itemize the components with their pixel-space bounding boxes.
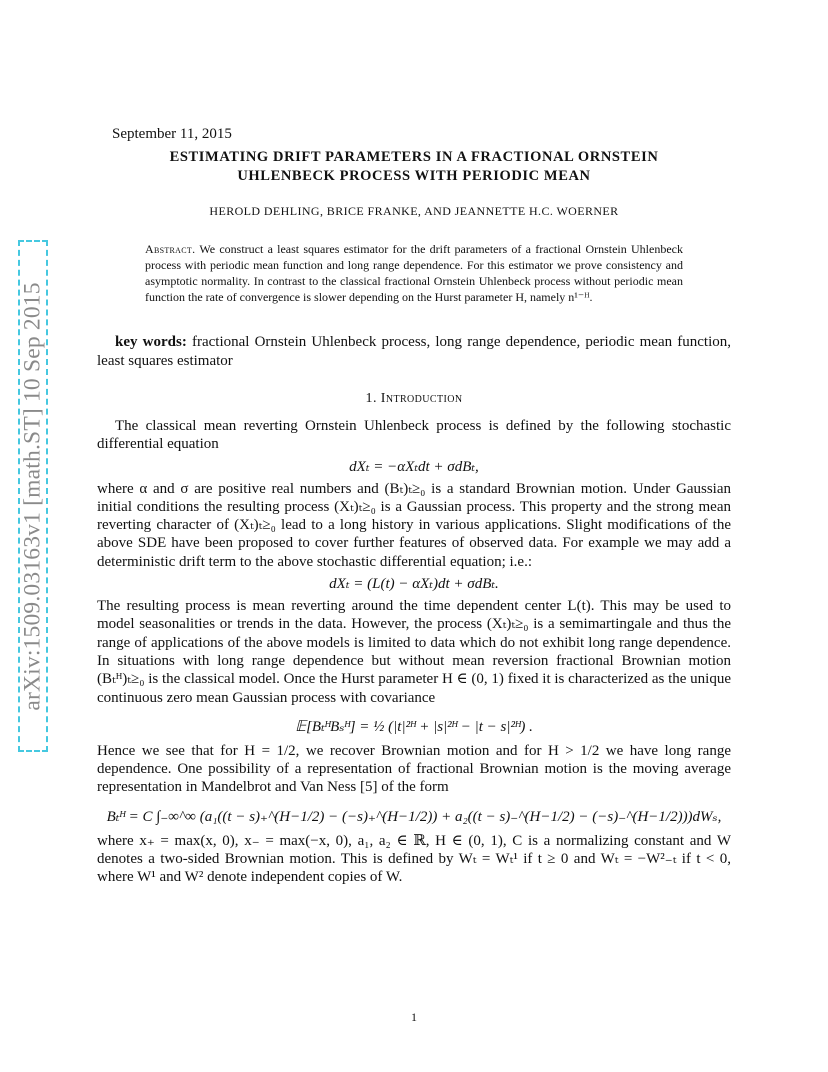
section-number: 1.	[365, 391, 377, 406]
abstract	[145, 241, 683, 305]
paragraph-1: The classical mean reverting Ornstein Uhlenbeck process is defined by the following stochastic differential equation	[97, 418, 731, 453]
keywords-label: key words:	[115, 334, 187, 350]
keywords-text: fractional Ornstein Uhlenbeck process, long range dependence, periodic mean function, least squares estimator	[97, 334, 732, 369]
paper-date: September 11, 2015	[112, 126, 232, 142]
equation-4: Bₜᴴ = C ∫₋∞^∞ (a₁((t − s)₊^(H−1/2) − (−s)₊^(H−1/2)) + a₂((t − s)₋^(H−1/2) − (−s)₋^(H−1/2)))dWₛ,	[106, 808, 722, 825]
section-title: Introduction	[380, 391, 463, 406]
equation-3: 𝔼[BₜᴴBₛᴴ] = ½ (|t|²ᴴ + |s|²ᴴ − |t − s|²ᴴ) .	[295, 718, 533, 735]
page-number: 1	[411, 1010, 417, 1024]
paragraph-5: where x₊ = max(x, 0), x₋ = max(−x, 0), a₁, a₂ ∈ ℝ, H ∈ (0, 1), C is a normalizing constant and W denotes a two-sided Brownian motion. This is defined by Wₜ = Wₜ¹ if t ≥ 0 and Wₜ = −W²₋ₜ if t < 0, where W¹ and W² denote independent copies of W.	[97, 832, 731, 886]
equation-1: dXₜ = −αXₜdt + σdBₜ,	[349, 458, 479, 475]
paper-page	[97, 126, 731, 887]
paragraph-3: The resulting process is mean reverting around the time dependent center L(t). This may be used to model seasonalities or trends in the data. However, the process (Xₜ)ₜ≥₀ is a semimartingale and thus the range of applications of the above models is limited to data which do not exhibit long range dependence. In situations with long range dependence but without mean reversion fractional Brownian motion (Bₜᴴ)ₜ≥₀ is the classical model. Once the Hurst parameter H ∈ (0, 1) fixed it is characterized as the unique continuous zero mean Gaussian process with covariance	[97, 598, 731, 706]
abstract-heading: Abstract.	[145, 242, 196, 256]
abstract-text: We construct a least squares estimator for the drift parameters of a fractional Ornstein Uhlenbeck process with periodic mean function and long range dependence. For this estimator we prove consistency and asymptotic normality. In contrast to the classical fractional Ornstein Uhlenbeck process without periodic mean function the rate of convergence is slower depending on the Hurst parameter H, namely n¹⁻ᴴ.	[145, 242, 683, 304]
paragraph-2: where α and σ are positive real numbers and (Bₜ)ₜ≥₀ is a standard Brownian motion. Under Gaussian initial conditions the resulting process (Xₜ)ₜ≥₀ is a Gaussian process. This property and the strong mean reverting character of (Xₜ)ₜ≥₀ lead to a long history in various applications. Slight modifications of the above SDE have been proposed to cover further features of observed data. For example we may add a deterministic drift term to the above stochastic differential equation; i.e.:	[97, 480, 731, 570]
arxiv-id: arXiv:1509.03163v1 [math.ST] 10 Sep 2015	[19, 281, 46, 711]
section-heading	[97, 391, 731, 407]
arxiv-sidebar-stamp	[18, 240, 48, 752]
paper-title	[97, 148, 731, 186]
equation-2: dXₜ = (L(t) − αXₜ)dt + σdBₜ.	[329, 576, 499, 593]
title-line-1: ESTIMATING DRIFT PARAMETERS IN A FRACTIONAL ORNSTEIN	[169, 149, 659, 165]
title-line-2: UHLENBECK PROCESS WITH PERIODIC MEAN	[237, 168, 591, 184]
paragraph-4: Hence we see that for H = 1/2, we recover Brownian motion and for H > 1/2 we have long range dependence. One possibility of a representation of fractional Brownian motion is the moving average representation in Mandelbrot and Van Ness [5] of the form	[97, 742, 731, 796]
keywords	[97, 333, 731, 371]
authors: HEROLD DEHLING, BRICE FRANKE, AND JEANNETTE H.C. WOERNER	[209, 204, 619, 218]
